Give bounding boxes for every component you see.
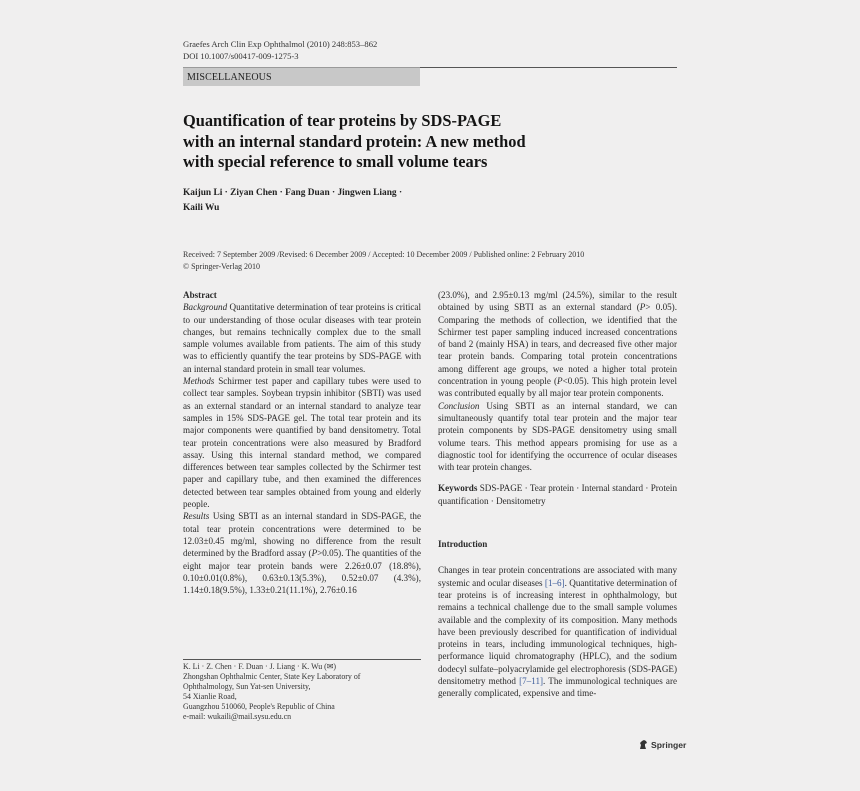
results-cont-text-b: > 0.05). Comparing the methods of collection, we identified that the Schirmer test paper sampling induced increased concentrations of band 2 (mainly HSA) in tears, and decreased five other major tear protein bands. Comparing total protein concentrations among different age groups, we noted a higher total protein concentration in young people (: [438, 302, 677, 387]
results-label: Results: [183, 511, 210, 522]
title-line-2: with an internal standard protein: A new method: [183, 131, 526, 151]
springer-horse-icon: [638, 739, 649, 750]
abstract-background: [183, 289, 421, 375]
section-label: MISCELLANEOUS: [183, 67, 420, 86]
received-dates: Received: 7 September 2009 /Revised: 6 December 2009 / Accepted: 10 December 2009 / Published online: 2 February 2010: [183, 250, 585, 259]
intro-text-b: . Quantitative determination of tear proteins is of increasing interest in ophthalmology, but remains a technical challenge due to the small sample volumes available and the complexity of its composition. Many methods have been previously described for quantification of individual proteins in tears, including immunological techniques, high-performance liquid chromatography (HPLC), and the sodium dodecyl sulfate–polyacrylamide gel electrophoresis (SDS-PAGE) densitometry method: [438, 577, 678, 687]
conclusion-label: Conclusion: [438, 400, 480, 411]
methods-label: Methods: [183, 376, 215, 387]
conclusion-text: Using SBTI as an internal standard, we can simultaneously quantify total tear protein and the major tear protein components by SDS-PAGE densitometry using small volume tears. This method appears promising for use as a diagnostic tool for identifying the occurrence of ocular diseases with tear protein changes.: [438, 400, 677, 473]
results-text-a: Using SBTI as an internal standard in SDS-PAGE, the total tear protein concentrations were determined to be 12.03±0.45 mg/ml, showing no difference from the result determined by the Bradford assay (: [183, 511, 421, 559]
abstract-results: [183, 510, 421, 596]
journal-citation: Graefes Arch Clin Exp Ophthalmol (2010) 248:853–862: [183, 39, 378, 49]
results-cont-p-value-2: P: [557, 376, 563, 387]
citation-link-2[interactable]: [7–11]: [519, 676, 544, 687]
footnote-email: e-mail: wukaili@mail.sysu.edu.cn: [183, 712, 292, 721]
citation-link-1[interactable]: [1–6]: [544, 577, 565, 588]
author-list: [183, 186, 443, 215]
intro-text-a: Changes in tear protein concentrations are associated with many systemic and ocular diseases: [438, 565, 677, 588]
footnote-address-1: 54 Xianlie Road,: [183, 692, 237, 701]
journal-header: [183, 38, 377, 62]
methods-text: Schirmer test paper and capillary tubes were used to collect tear samples. Soybean trypsin inhibitor (SBTI) was used as an external standard or an internal standard to analyze tear samples in 15% SDS-PAGE gel. The total tear protein and its major components were quantified by band densitometry. Total tear protein concentrations were also measured by Bradford assay. Using this internal standard method, we compared differences between tear samples collected by the Schirmer test paper and capillary tube, and then examined the differences detected between tear samples obtained from young and elderly people.: [183, 376, 421, 510]
results-cont-p-value-1: P: [639, 302, 646, 313]
results-p-value: P: [311, 548, 318, 559]
keywords-label: Keywords: [438, 483, 478, 494]
results-cont-text-c: <0.05). This high protein level was contributed equally by all major tear protein components.: [438, 376, 677, 399]
abstract-methods: [183, 375, 421, 510]
authors-line-1: Kaijun Li · Ziyan Chen · Fang Duan · Jingwen Liang ·: [183, 188, 403, 198]
header-rule: [420, 67, 677, 68]
paper-title: [183, 111, 603, 173]
results-continued: [438, 289, 677, 400]
introduction-text: [438, 564, 677, 699]
footnote-affiliation-1: Zhongshan Ophthalmic Center, State Key Laboratory of: [183, 672, 361, 681]
copyright: © Springer-Verlag 2010: [183, 261, 261, 271]
title-line-1: Quantification of tear proteins by SDS-PAGE: [183, 111, 502, 130]
footnote-affiliation-2: Ophthalmology, Sun Yat-sen University,: [183, 682, 311, 691]
left-column: [183, 289, 421, 596]
publisher-name: Springer: [651, 739, 687, 750]
intro-text-c: . The immunological techniques are generally complicated, expensive and time-: [438, 676, 678, 699]
introduction-heading: Introduction: [438, 539, 488, 550]
journal-doi: DOI 10.1007/s00417-009-1275-3: [183, 51, 299, 61]
authors-line-2: Kaili Wu: [183, 202, 220, 213]
background-label: Background: [183, 302, 228, 313]
right-column: [438, 289, 677, 700]
publisher-logo: [638, 739, 686, 750]
publication-dates: [183, 249, 677, 272]
background-text: Quantitative determination of tear proteins is critical to our understanding of those ocular diseases with tear protein changes, but remains technically complex due to the small sample volumes available from patients. The aim of this study was to efficiently quantify the tear proteins by SDS-PAGE with an internal standard protein in small tear volumes.: [183, 302, 421, 374]
keywords: [438, 482, 677, 507]
results-cont-text-a: (23.0%), and 2.95±0.13 mg/ml (24.5%), similar to the result obtained by using SBTI as an external standard (: [438, 290, 677, 313]
title-line-3: with special reference to small volume tears: [183, 152, 488, 171]
footnote-address-2: Guangzhou 510060, People's Republic of China: [183, 702, 335, 711]
keywords-text: SDS-PAGE · Tear protein · Internal standard · Protein quantification · Densitometry: [438, 483, 677, 506]
abstract-heading: Abstract: [183, 290, 217, 300]
results-text-b: >0.05). The quantities of the eight major tear protein bands were 2.26±0.07 (18.8%), 0.10±0.01(0.8%), 0.63±0.13(5.3%), 0.52±0.07 (4.3%), 1.14±0.18(9.5%), 1.33±0.21(11.1%), 2.76±0.16: [183, 548, 421, 596]
author-footnote: [183, 662, 421, 722]
footnote-rule: [183, 659, 421, 660]
footnote-authors: K. Li · Z. Chen · F. Duan · J. Liang · K. Wu (✉): [183, 662, 336, 671]
abstract-conclusion: [438, 400, 677, 474]
